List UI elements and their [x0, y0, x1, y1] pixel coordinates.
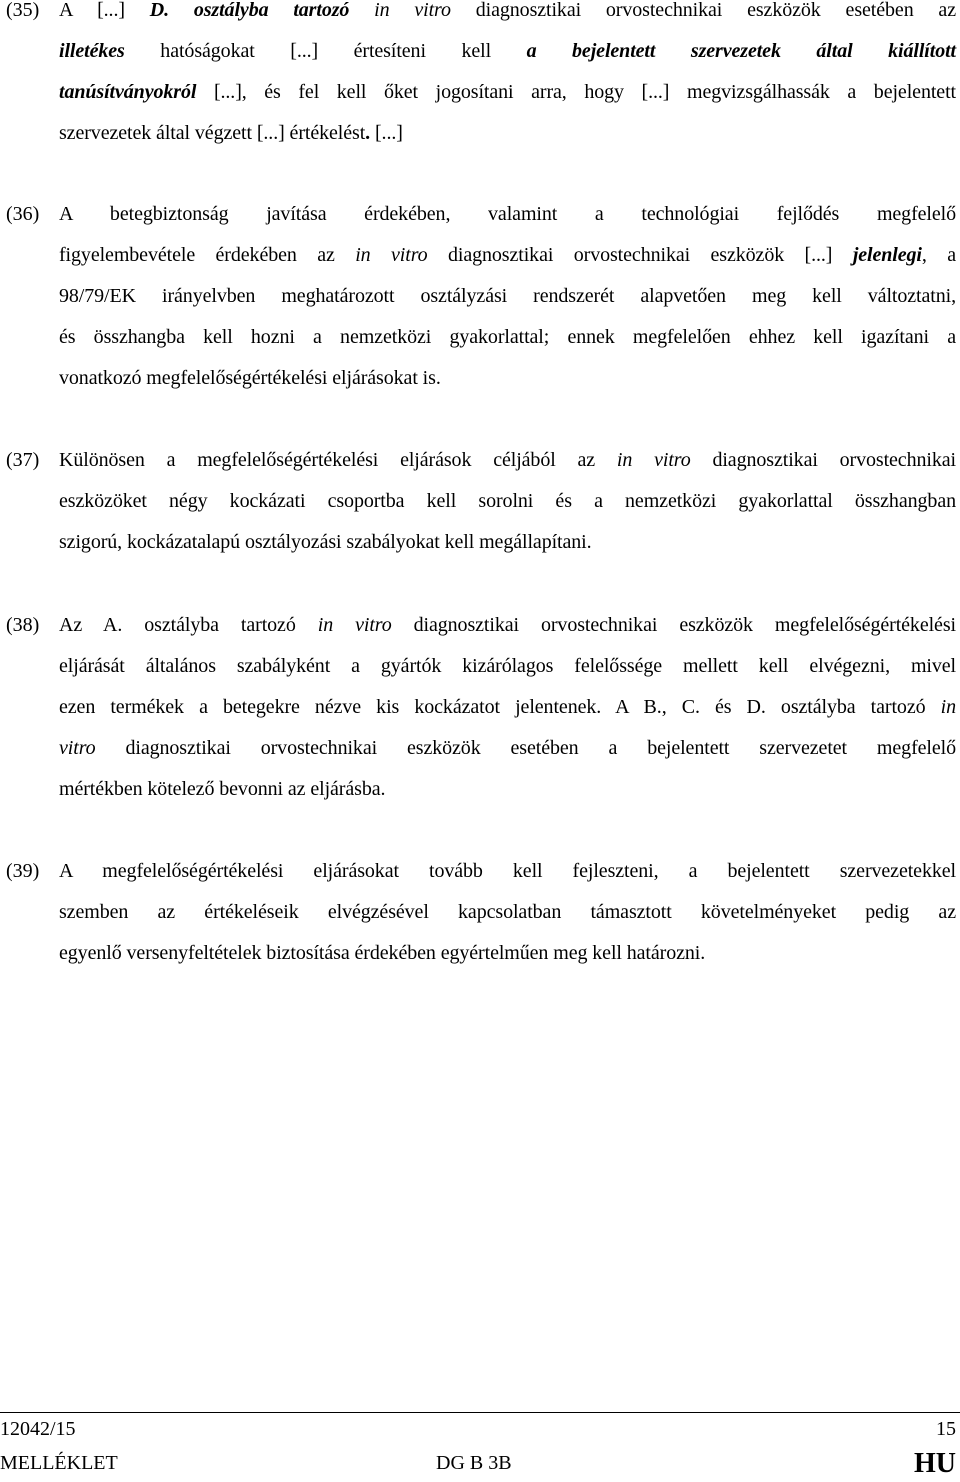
text-line [59, 0, 956, 31]
paragraph-number: (36) [6, 203, 40, 225]
text-run: Az A. osztályba tartozó [59, 614, 318, 636]
document-code: 12042/15 [0, 1418, 76, 1440]
text-line [59, 892, 956, 933]
paragraph-number: (38) [6, 614, 40, 636]
text-line [59, 235, 956, 276]
text-run: [...] [370, 122, 403, 144]
text-run: in [940, 696, 956, 718]
text-run: eljárását általános szabályként a gyártók kizárólagos felelőssége mellett kell elvégezni, mivel [59, 655, 956, 677]
text-run: szervezetek által végzett [...] értékelést [59, 122, 366, 144]
paragraph-body [59, 440, 956, 563]
text-run: vonatkozó megfelelőségértékelési eljárásokat is. [59, 367, 441, 389]
text-run: in vitro [374, 0, 451, 21]
text-line [59, 769, 956, 810]
text-run: diagnosztikai orvostechnikai [690, 449, 956, 471]
text-run: eszközöket négy kockázati csoportba kell sorolni és a nemzetközi gyakorlattal összhangban [59, 490, 956, 512]
text-line [59, 605, 956, 646]
text-line [59, 72, 956, 113]
text-run: illetékes [59, 40, 125, 62]
text-run: , a [921, 244, 957, 266]
directorate-code: DG B 3B [436, 1452, 512, 1474]
text-line [59, 440, 956, 481]
text-line [59, 522, 956, 563]
paragraph-body [59, 851, 956, 974]
text-run: szemben az értékeléseik elvégzésével kapcsolatban támasztott követelményeket pedig az [59, 901, 956, 923]
text-run: figyelembevétele érdekében az [59, 244, 356, 266]
paragraph-body [59, 605, 956, 810]
paragraph-body [59, 0, 956, 154]
text-run: A megfelelőségértékelési eljárásokat tovább kell fejleszteni, a bejelentett szervezetekkel [59, 860, 956, 882]
text-run: vitro [59, 737, 96, 759]
text-run: egyenlő versenyfeltételek biztosítása érdekében egyértelműen meg kell határozni. [59, 942, 706, 964]
text-line [59, 687, 956, 728]
text-run: a bejelentett szervezetek által kiállított [526, 40, 957, 62]
text-line [59, 481, 956, 522]
text-run: mértékben kötelező bevonni az eljárásba. [59, 778, 386, 800]
text-line [59, 276, 956, 317]
text-line [59, 851, 956, 892]
text-run: ezen termékek a betegekre nézve kis kockázatot jelentenek. A B., C. és D. osztályba tartozó [59, 696, 941, 718]
text-run: in vitro [616, 449, 691, 471]
text-line [59, 646, 956, 687]
paragraph-body [59, 194, 956, 399]
text-run: hatóságokat [...] értesíteni kell [124, 40, 527, 62]
text-run: és összhangba kell hozni a nemzetközi gyakorlattal; ennek megfelelően ehhez kell igazítani a [59, 326, 956, 348]
paragraph-number: (35) [6, 0, 40, 21]
text-line [59, 933, 956, 974]
text-line [59, 317, 956, 358]
text-run: in vitro [317, 614, 392, 636]
text-line [59, 358, 956, 399]
text-line [59, 31, 956, 72]
text-line [59, 113, 956, 154]
text-run: A betegbiztonság javítása érdekében, valamint a technológiai fejlődés megfelelő [59, 203, 956, 225]
text-run: 98/79/EK irányelvben meghatározott osztályzási rendszerét alapvetően meg kell változtatni, [59, 285, 956, 307]
text-line [59, 728, 956, 769]
text-run [349, 0, 374, 21]
text-run: szigorú, kockázatalapú osztályozási szabályokat kell megállapítani. [59, 531, 592, 553]
text-run: Különösen a megfelelőségértékelési eljárások céljából az [59, 449, 617, 471]
paragraph-number: (39) [6, 860, 40, 882]
page-number: 15 [936, 1418, 956, 1440]
text-run: tanúsítványokról [59, 81, 197, 103]
text-line [59, 194, 956, 235]
language-code: HU [914, 1448, 956, 1479]
text-run: jelenlegi [852, 244, 922, 266]
text-run: diagnosztikai orvostechnikai eszközök [...] [427, 244, 853, 266]
annex-label: MELLÉKLET [0, 1452, 118, 1474]
text-run: diagnosztikai orvostechnikai eszközök esetében az [450, 0, 956, 21]
text-run: [...], és fel kell őket jogosítani arra, hogy [...] megvizsgálhassák a bejelentett [196, 81, 956, 103]
footer-divider [0, 1412, 960, 1413]
text-run: A [...] [59, 0, 150, 21]
text-run: in vitro [355, 244, 428, 266]
text-run: D. osztályba tartozó [149, 0, 350, 21]
text-run: . [365, 122, 371, 144]
text-run: diagnosztikai orvostechnikai eszközök megfelelőségértékelési [391, 614, 956, 636]
paragraph-number: (37) [6, 449, 40, 471]
text-run: diagnosztikai orvostechnikai eszközök esetében a bejelentett szervezetet megfelelő [95, 737, 956, 759]
